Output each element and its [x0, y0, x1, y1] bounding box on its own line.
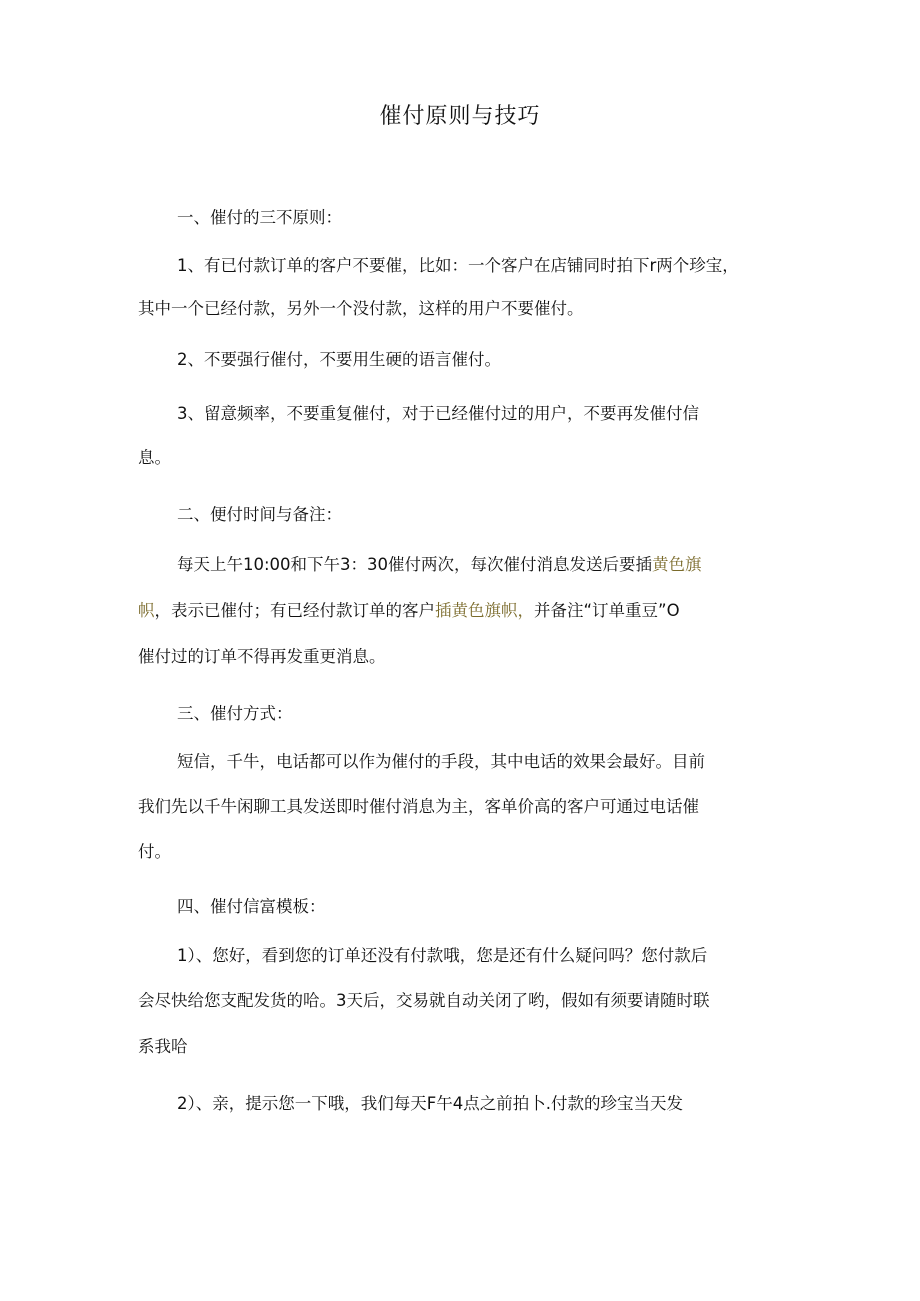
paragraph-text: 并备注“订单重豆”O	[534, 601, 680, 620]
paragraph-line	[138, 599, 680, 623]
paragraph-line: 催付过的订单不得再发重更消息。	[138, 647, 386, 666]
paragraph-line: 我们先以千牛闲聊工具发送即时催付消息为主，客单价高的客户可通过电话催	[138, 797, 699, 816]
paragraph-line: 2、不要强行催付，不要用生硬的语言催付。	[177, 350, 501, 369]
paragraph-text: ，表示已催付；有已经付款订单的客户	[154, 601, 435, 620]
paragraph-line: 其中一个已经付款，另外一个没付款，这样的用户不要催付。	[138, 299, 584, 318]
highlighted-text: 帜	[138, 601, 155, 620]
paragraph-line: 会尽快给您支配发货的哈。3天后，交易就自动关闭了哟，假如有须要请随时联	[138, 991, 710, 1010]
document-title: 催付原则与技巧	[379, 104, 541, 129]
paragraph-line: 3、留意频率，不要重复催付，对于已经催付过的用户，不要再发催付信	[177, 404, 699, 423]
paragraph-line	[177, 553, 702, 577]
section-heading: 二、便付时间与备注：	[177, 505, 342, 524]
paragraph-line: 2）、亲，提示您一下哦，我们每天F午4点之前拍卜.付款的珍宝当天发	[177, 1094, 683, 1113]
paragraph-line: 短信，千牛，电话都可以作为催付的手段，其中电话的效果会最好。目前	[177, 752, 705, 771]
highlighted-text: 插黄色旗帜，	[435, 601, 534, 620]
section-heading: 四、催付信富模板：	[177, 897, 326, 916]
highlighted-text: 黄色旗	[652, 555, 702, 574]
paragraph-line: 系我哈	[138, 1037, 188, 1056]
paragraph-line: 付。	[138, 842, 171, 861]
paragraph-line: 息。	[138, 448, 171, 467]
section-heading: 三、催付方式：	[177, 704, 293, 723]
paragraph-line: 1）、您好，看到您的订单还没有付款哦，您是还有什么疑问吗？您付款后	[177, 946, 708, 965]
paragraph-text: 每天上午10:00和下午3：30催付两次，每次催付消息发送后要插	[177, 555, 653, 574]
paragraph-line: 1、有已付款订单的客户不要催，比如：一个客户在店铺同时拍下r两个珍宝，	[177, 256, 739, 275]
section-heading: 一、催付的三不原则：	[177, 208, 342, 227]
